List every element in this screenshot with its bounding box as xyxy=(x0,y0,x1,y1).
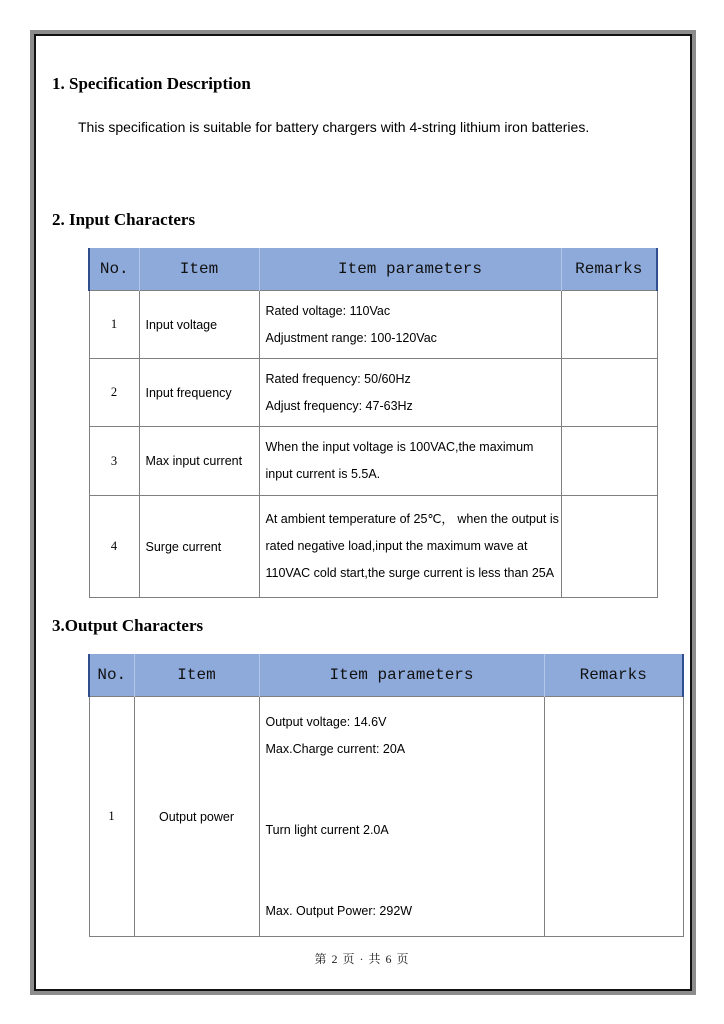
table-row xyxy=(89,427,657,496)
row-item: Surge current xyxy=(139,496,259,598)
spacer xyxy=(266,763,538,817)
col-header-item: Item xyxy=(139,248,259,291)
row-no: 1 xyxy=(89,697,134,937)
col-header-params: Item parameters xyxy=(259,248,561,291)
param-line: Rated frequency: 50/60Hz xyxy=(265,371,411,386)
row-params xyxy=(259,359,561,427)
row-params xyxy=(259,291,561,359)
row-params xyxy=(259,496,561,598)
row-no: 4 xyxy=(89,496,139,598)
section-heading-input: 2. Input Characters xyxy=(52,210,196,229)
section-heading-output: 3.Output Characters xyxy=(52,616,204,635)
col-header-params: Item parameters xyxy=(259,654,544,697)
col-header-remarks: Remarks xyxy=(544,654,683,697)
param-line: When the input voltage is 100VAC,the maximum xyxy=(265,440,534,454)
param-line: rated negative load,input the maximum wave at xyxy=(265,539,528,553)
output-characters-table xyxy=(88,654,684,937)
row-params xyxy=(259,427,561,496)
param-line: Adjustment range: 100-120Vac xyxy=(265,330,437,345)
section-heading-spec: 1. Specification Description xyxy=(52,74,251,93)
row-item: Output power xyxy=(134,697,259,937)
col-header-no: No. xyxy=(89,654,134,697)
row-item: Max input current xyxy=(139,427,259,496)
row-no: 3 xyxy=(89,427,139,496)
param-line: Max. Output Power: 292W xyxy=(265,903,413,918)
spacer xyxy=(266,844,538,898)
table-row xyxy=(89,496,657,598)
table-row xyxy=(89,359,657,427)
col-header-remarks: Remarks xyxy=(561,248,657,291)
row-no: 1 xyxy=(89,291,139,359)
param-line: Adjust frequency: 47-63Hz xyxy=(265,398,413,413)
row-remarks xyxy=(561,291,657,359)
row-item: Input frequency xyxy=(139,359,259,427)
col-header-item: Item xyxy=(134,654,259,697)
row-params xyxy=(259,697,544,937)
col-header-no: No. xyxy=(89,248,139,291)
param-line: Max.Charge current: 20A xyxy=(265,741,406,756)
param-line: Output voltage: 14.6V xyxy=(265,714,387,729)
param-line: Rated voltage: 110Vac xyxy=(265,303,391,318)
row-remarks xyxy=(561,359,657,427)
table-header-row xyxy=(89,654,683,697)
row-remarks xyxy=(561,427,657,496)
param-line: Turn light current 2.0A xyxy=(265,822,389,837)
page-number: 第 2 页 · 共 6 页 xyxy=(314,952,410,966)
param-line: At ambient temperature of 25℃， when the output is xyxy=(265,512,559,526)
table-row xyxy=(89,697,683,937)
table-header-row xyxy=(89,248,657,291)
row-remarks xyxy=(561,496,657,598)
param-line: 110VAC cold start,the surge current is less than 25A xyxy=(265,566,555,580)
input-characters-table xyxy=(88,248,658,598)
param-line: input current is 5.5A. xyxy=(265,467,381,481)
table-row xyxy=(89,291,657,359)
spec-description: This specification is suitable for battery chargers with 4-string lithium iron batteries. xyxy=(78,119,590,135)
row-no: 2 xyxy=(89,359,139,427)
row-item: Input voltage xyxy=(139,291,259,359)
row-remarks xyxy=(544,697,683,937)
